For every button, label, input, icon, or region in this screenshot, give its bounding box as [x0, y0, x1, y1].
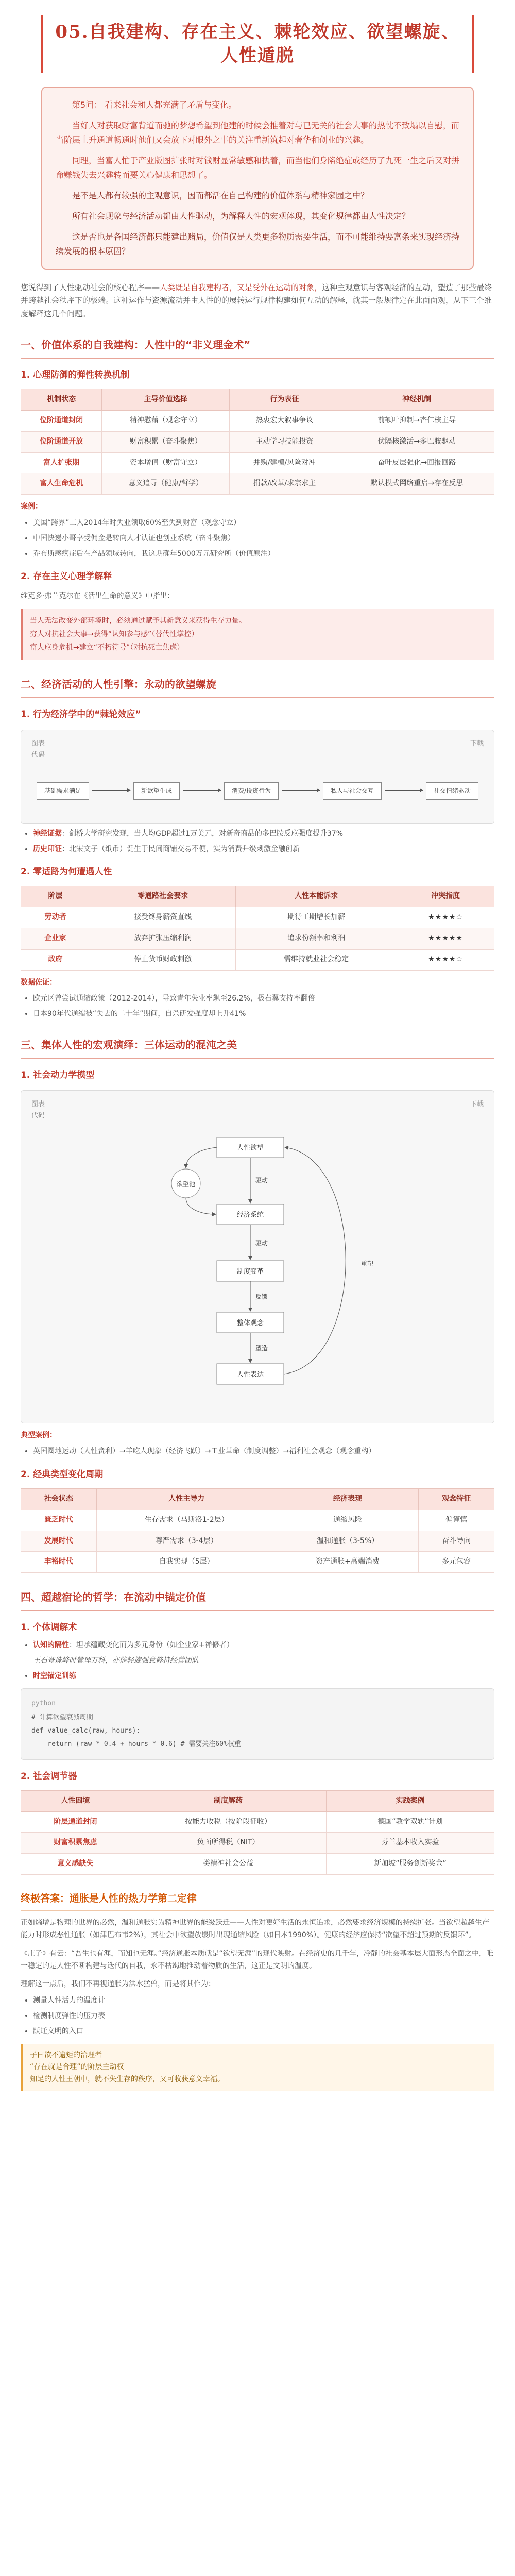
list-item: • 中国快递小哥享受佣金是转向人才认证也创业系统（奋斗聚焦） — [33, 533, 494, 545]
diagram-tab-code[interactable]: 代码 — [31, 751, 45, 759]
conflict-table — [21, 886, 494, 970]
table-row — [21, 1531, 494, 1552]
table-header: 人性困境 — [21, 1790, 130, 1811]
subsection-heading: 2. 存在主义心理学解释 — [21, 571, 112, 582]
table-cell: 热衷宏大叙事争议 — [230, 410, 339, 431]
evidence-label: 数据佐证： — [21, 978, 57, 987]
subsection-heading: 2. 零适路为何遭遇人性 — [21, 867, 112, 877]
table-cell: 奋斗导向 — [419, 1531, 494, 1552]
table-header: 人性主导力 — [96, 1489, 277, 1510]
flow-node: 消费/投资行为 — [224, 782, 279, 800]
table-cell: 捐款/改革/求宗求主 — [230, 473, 339, 495]
item-tag: 认知的隔性 — [33, 1641, 69, 1650]
list-item — [33, 843, 494, 856]
edge-label: 重塑 — [361, 1260, 374, 1268]
table-row — [21, 473, 494, 495]
code-language: python — [31, 1700, 56, 1708]
table-row — [21, 1510, 494, 1531]
regulator-table — [21, 1790, 494, 1875]
subsection-heading: 2. 社会调节器 — [21, 1771, 77, 1782]
case-label: 典型案例： — [21, 1431, 57, 1439]
table-cell: 自我实现（5层） — [96, 1552, 277, 1573]
table-cell: 需维持就业社会稳定 — [236, 949, 397, 970]
subsection-heading: 1. 社会动力学模型 — [21, 1070, 95, 1080]
diagram-node-label: 经济系统 — [236, 1211, 264, 1219]
table-cell: 生存需求（马斯洛1-2层） — [96, 1510, 277, 1531]
diagram-node-label: 制度变革 — [236, 1268, 264, 1276]
conclusion-paragraph: 《庄子》有云：“吾生也有涯，而知也无涯。”经济通胀本质就是“欲望无涯”的现代映射。在经济史的几千年，冷静的社会基本层大面形态全面之中，唯一稳定的是人性不断构建与迭代的自我，永不枯竭地推动着物质的生活，这正是文明的温度。 — [21, 1949, 494, 1970]
code-line: # 计算欲望衰减周期 — [31, 1713, 93, 1721]
table-header: 制度解药 — [130, 1790, 326, 1811]
list-item: • 跃迁文明的入口 — [33, 2026, 494, 2038]
conclusion-paragraph: 理解这一点后，我们不再视通胀为洪水猛兽，而是将其作为： — [21, 1980, 215, 1989]
table-cell: 放弃扩张压缩利润 — [90, 928, 236, 949]
table-cell: 富人扩张期 — [21, 452, 102, 473]
table-cell: 主动学习技能投资 — [230, 431, 339, 452]
section-heading: 一、价值体系的自我建构：人性中的“非义理金术” — [21, 336, 494, 359]
table-row — [21, 907, 494, 928]
subsection-heading: 1. 行为经济学中的“棘轮效应” — [21, 709, 141, 720]
table-cell: 芬兰基本收入实验 — [327, 1833, 494, 1854]
table-cell: 意义感缺失 — [21, 1854, 130, 1875]
table-cell: 新加坡“服务创新奖金” — [327, 1854, 494, 1875]
conclusion-list — [33, 1995, 494, 2038]
table-cell: 温和通胀（3-5%） — [277, 1531, 419, 1552]
article — [0, 15, 515, 2122]
table-row — [21, 1854, 494, 1875]
flow-node: 社交情绪驱动 — [426, 782, 478, 800]
table-cell: 精神慰藉（观念守立） — [102, 410, 230, 431]
table-header: 行为表征 — [230, 389, 339, 411]
section-heading: 四、超越宿论的哲学：在流动中锚定价值 — [21, 1588, 494, 1611]
table-header: 神经机制 — [339, 389, 494, 411]
table-cell: 财富积累（奋斗聚焦） — [102, 431, 230, 452]
evidence-notes — [33, 828, 494, 856]
code-block — [21, 1688, 494, 1759]
closing-line: 子曰欲不逾矩的治理者 — [30, 2050, 102, 2059]
ratchet-diagram-card — [21, 730, 494, 824]
lead-highlight: 人类既是自我建构者，又是受外在运动的对象， — [160, 282, 322, 292]
question-line: 所有社会现象与经济活动都由人性驱动，为解释人性的宏观体现，其变化规律都由人性决定？ — [72, 211, 410, 221]
table-header: 机制状态 — [21, 389, 102, 411]
diagram-node-label: 整体观念 — [236, 1319, 264, 1328]
table-cell: 发展时代 — [21, 1531, 97, 1552]
question-line: 当好人对获取财富背道而驰的梦想希望到他建的时候会推着对与已无关的社会大事的热忱不致塌以自慰，而当阶层上升通道畅通时他们又会放下对眼外之事的关注重新筑起对奢华和创业的兴趣。 — [56, 120, 460, 145]
question-box — [41, 87, 474, 270]
table-header: 冲突指度 — [397, 886, 494, 907]
table-cell: 期待工期增长加薪 — [236, 907, 397, 928]
lead-paragraph — [21, 281, 494, 321]
list-item: • 测量人性活力的温度计 — [33, 1995, 494, 2007]
list-item: • 欧元区曾尝试通缩政策（2012-2014），导致青年失业率飙至26.2%，极右翼支持率翻倍 — [33, 993, 494, 1005]
table-header: 经济表现 — [277, 1489, 419, 1510]
table-cell: 阶层通道封闭 — [21, 1811, 130, 1833]
table-cell: 前额叶抑制→杏仁核主导 — [339, 410, 494, 431]
list-item: • 检测制度弹性的压力表 — [33, 2010, 494, 2023]
question-line: 第5问： 看来社会和人都充满了矛盾与变化。 — [72, 99, 237, 110]
edge-label: 反馈 — [255, 1293, 268, 1301]
note-tag: 历史印证 — [33, 844, 62, 853]
table-cell: 奋叶皮层强化→回报回路 — [339, 452, 494, 473]
note-tag: 神经证据 — [33, 829, 62, 838]
table-header: 实践案例 — [327, 1790, 494, 1811]
rating-stars: ★★★★☆ — [397, 949, 494, 970]
table-row — [21, 410, 494, 431]
table-cell: 财富积累焦虑 — [21, 1833, 130, 1854]
table-cell: 丰裕时代 — [21, 1552, 97, 1573]
table-row — [21, 1811, 494, 1833]
table-header: 主导价值选择 — [102, 389, 230, 411]
table-header: 零通路社会要求 — [90, 886, 236, 907]
table-cell: 位阶通道封闭 — [21, 410, 102, 431]
download-button[interactable]: 下载 — [470, 1100, 484, 1108]
diagram-tab-chart[interactable]: 图表 — [31, 740, 45, 748]
dynamics-diagram-card — [21, 1090, 494, 1423]
flow-node: 新欲望生成 — [133, 782, 180, 800]
table-header: 人性本能诉求 — [236, 886, 397, 907]
quote-block — [21, 609, 494, 660]
item-text: ：坦承蕴藏变化而为多元身份（如企业家+禅修者） — [69, 1641, 234, 1650]
list-item — [33, 1639, 494, 1652]
table-row — [21, 1552, 494, 1573]
method-list — [33, 1639, 494, 1682]
closing-line: “存在就是合理”的阶层主动权 — [30, 2063, 124, 2072]
diagram-node-label: 人性欲望 — [236, 1144, 264, 1153]
quote-line: 当人无法改变外部环境时，必须通过赋予其新意义来获得生存力量。 — [30, 617, 246, 625]
edge-label: 驱动 — [255, 1177, 268, 1184]
list-item — [33, 1670, 494, 1683]
flow-arrow — [183, 790, 221, 791]
note-text: ：北宋文子（纸币）诞生于民间商铺交易不便，实为消费升级刺激金融创新 — [62, 844, 300, 853]
item-tag: 时空锚定训练 — [33, 1671, 76, 1680]
diagram-node-label: 人性表达 — [236, 1371, 264, 1379]
table-row — [21, 452, 494, 473]
section-heading: 三、集体人性的宏观演绎：三体运动的混沌之美 — [21, 1036, 494, 1059]
table-cell: 企业家 — [21, 928, 90, 949]
table-row — [21, 431, 494, 452]
page-title: 05.自我建构、存在主义、棘轮效应、欲望螺旋、人性遁脱 — [55, 22, 460, 66]
table-cell: 负面所得税（NIT） — [130, 1833, 326, 1854]
table-header: 社会状态 — [21, 1489, 97, 1510]
table-cell: 停止货币财政刺激 — [90, 949, 236, 970]
diagram-edge — [284, 1147, 346, 1374]
rating-stars: ★★★★☆ — [397, 907, 494, 928]
flow-arrow — [282, 790, 320, 791]
quote-line: 穷人对抗社会大事→获得“认知参与感”（替代性掌控） — [30, 630, 199, 638]
cycle-table — [21, 1488, 494, 1573]
defense-mechanism-table — [21, 389, 494, 495]
diagram-circle-label: 欲望池 — [176, 1180, 196, 1188]
subsection-heading: 1. 个体调解术 — [21, 1622, 77, 1633]
table-cell: 伏隔核激活→多巴胺驱动 — [339, 431, 494, 452]
table-cell: 劳动者 — [21, 907, 90, 928]
list-item: • 美国“跨界”工人2014年时失业领取60%至失到财富（观念守立） — [33, 517, 494, 530]
rating-stars: ★★★★★ — [397, 928, 494, 949]
table-cell: 接受终身薪资直线 — [90, 907, 236, 928]
list-item: • 日本90年代通缩被“失去的二十年”期间，自杀研发强度却上升41% — [33, 1008, 494, 1021]
evidence-list — [33, 993, 494, 1021]
table-cell: 资产通胀+高端消费 — [277, 1552, 419, 1573]
edge-label: 驱动 — [255, 1240, 268, 1247]
table-cell: 政府 — [21, 949, 90, 970]
table-cell: 德国“教学双轨”计划 — [327, 1811, 494, 1833]
table-header: 阶层 — [21, 886, 90, 907]
subsection-heading: 2. 经典类型变化周期 — [21, 1469, 104, 1480]
diagram-tab-chart[interactable]: 图表 — [31, 1100, 45, 1108]
note-text: ：剑桥大学研究发现，当人均GDP超过1万美元，对新奇商品的多巴胺反应强度提升37% — [62, 829, 344, 838]
section-heading: 二、经济活动的人性引擎：永动的欲望螺旋 — [21, 675, 494, 698]
quote-line: 富人应身危机→建立“不朽符号”（对抗死亡焦虑） — [30, 643, 184, 652]
flow-node: 私人与社会交互 — [323, 782, 382, 800]
table-cell: 匮乏时代 — [21, 1510, 97, 1531]
table-cell: 尊严需求（3-4层） — [96, 1531, 277, 1552]
table-cell: 富人生命危机 — [21, 473, 102, 495]
title-box — [41, 15, 474, 73]
table-row — [21, 1833, 494, 1854]
list-item: • 乔布斯感癌症后在产品领域转向，我这期确年5000万元研究所（价值原注） — [33, 548, 494, 561]
table-row — [21, 949, 494, 970]
table-cell: 并购/建模/风险对冲 — [230, 452, 339, 473]
flow-row — [37, 782, 478, 800]
question-line: 是不是人都有较强的主观意识，因而都活在自己构建的价值体系与精神家园之中？ — [72, 190, 369, 200]
lead-text: 您说得到了人性驱动社会的核心程序—— — [21, 282, 160, 292]
table-cell: 默认模式网络重启→存在反思 — [339, 473, 494, 495]
subsection-heading: 1. 心理防御的弹性转换机制 — [21, 370, 130, 381]
table-cell: 类精神社会公益 — [130, 1854, 326, 1875]
table-cell: 按能力收税（按阶段征收） — [130, 1811, 326, 1833]
flow-arrow — [385, 790, 423, 791]
table-row — [21, 928, 494, 949]
case-label: 案例： — [21, 502, 42, 511]
conclusion-heading: 终极答案：通胀是人性的热力学第二定律 — [21, 1890, 494, 1911]
code-line: def value_calc(raw, hours): — [31, 1726, 141, 1735]
table-cell: 偏谨慎 — [419, 1510, 494, 1531]
download-button[interactable]: 下载 — [470, 740, 484, 748]
table-header: 观念特征 — [419, 1489, 494, 1510]
question-line: 这是否也是各国经济都只能建出赌局，价值仅是人类更多物质需要生活，而不可能维持要富条来实现经济持续发展的根本原因？ — [56, 231, 460, 256]
case-list — [33, 1446, 494, 1458]
table-cell: 通缩风险 — [277, 1510, 419, 1531]
list-item: • 英国圈地运动（人性贪利）→羊吃人现象（经济飞跃）→工业革命（制度调整）→福利社会观念（观念重构） — [33, 1446, 494, 1458]
code-line: return (raw * 0.4 + hours * 0.6) # 需要关注60%权重 — [31, 1740, 241, 1748]
reference-text: 维克多·弗兰克尔在《活出生命的意义》中指出： — [21, 592, 175, 601]
diagram-edge — [186, 1147, 217, 1168]
edge-label: 塑造 — [255, 1345, 268, 1352]
case-list — [33, 517, 494, 560]
question-line: 同理，当富人忙于产业版图扩张时对钱财显常敏感和执着，而当他们身陷绝症或经历了九死一生之后又对拼命赚钱失去兴趣转而要关心健康和思想了。 — [56, 155, 460, 180]
lead-text: 这种主观意识与客观经济的互动，塑造了那些最终并跨越社会秩序下的极端。这种运作与资源流动并由人性的的展转运行规律构建如何互动的解释，就其一般规律定在此面面观，从下三个维度解释这几个问题。 — [21, 282, 492, 318]
table-cell: 资本增值（财富守立） — [102, 452, 230, 473]
flow-node: 基础需求满足 — [37, 782, 89, 800]
flow-arrow — [92, 790, 130, 791]
list-item: 王石登珠峰时管理万科，亦能轻旋强意修持经营团队 — [33, 1656, 199, 1665]
table-cell: 追求份额率和利润 — [236, 928, 397, 949]
table-cell: 位阶通道开放 — [21, 431, 102, 452]
dynamics-diagram — [31, 1122, 485, 1410]
conclusion-paragraph: 正如熵增是物理的世界的必然，温和通胀实为精神世界的能级跃迁——人性对更好生活的永恒追求，必然要求经济规模的持续扩张。当欲望超越生产能力时形成恶性通胀（如津巴布韦2%），其社会中欲望放缓时出现通缩风险（如日本1990%）。健康的经济应保持“欲望不超过预期的反馈环”。 — [21, 1919, 489, 1940]
table-cell: 意义追寻（健康/哲学） — [102, 473, 230, 495]
table-cell: 多元包容 — [419, 1552, 494, 1573]
closing-box — [21, 2044, 494, 2091]
diagram-edge — [186, 1198, 216, 1214]
list-item — [33, 828, 494, 840]
diagram-tab-code[interactable]: 代码 — [31, 1111, 45, 1120]
closing-line: 知足的人性王朝中，就不失生存的秩序，又可收获意义幸福。 — [30, 2075, 225, 2084]
